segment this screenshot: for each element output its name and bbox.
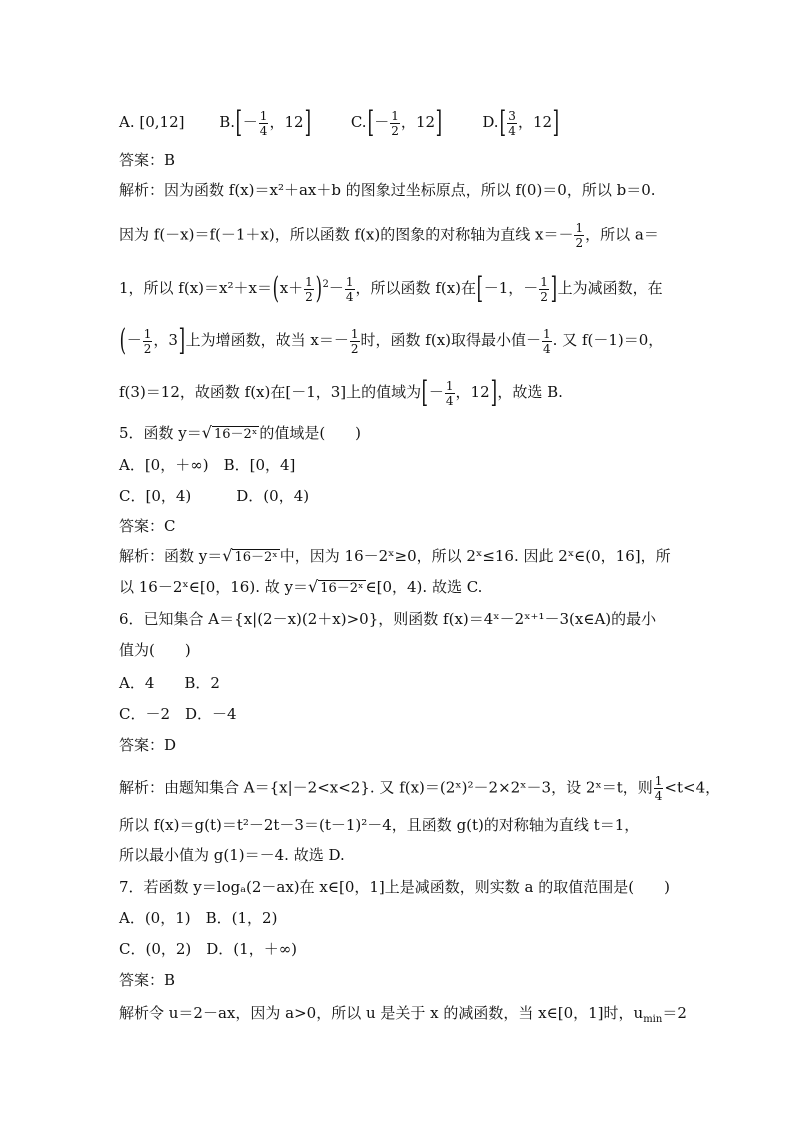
q6-stem-line-1: 6．已知集合 A＝{x|(2－x)(2＋x)>0}，则函数 f(x)＝4ˣ－2ˣ⁺¹－3(x∈A)的最小 xyxy=(119,610,657,628)
q6-solution-line-3: 所以最小值为 g(1)＝－4. 故选 D. xyxy=(119,846,345,864)
q4-options xyxy=(119,105,560,140)
q4-solution-line-3: 1，所以 f(x)＝x²＋x＝(x＋ $\frac{1}{2}$ )$^2$－ $\frac{1}{4}$ ，所以函数 f(x)在[－1，－ $\frac{1}{2}$ ]上为减函数，在 xyxy=(119,271,663,306)
q6-solution-line-2: 所以 f(x)＝g(t)＝t²－2t－3＝(t－1)²－4，且函数 g(t)的对称轴为直线 t＝1， xyxy=(119,816,640,834)
q4-option-b: B.[－ $\frac{1}{4}$ ，12] xyxy=(219,105,311,140)
q4-answer: 答案：B xyxy=(119,151,176,169)
q7-options-cd: C．(0，2) D．(1，＋∞) xyxy=(119,940,298,958)
q7-options-ab: A．(0，1) B．(1，2) xyxy=(119,909,278,927)
q4-solution-line-2: 因为 f(－x)＝f(－1＋x)，所以函数 f(x)的图象的对称轴为直线 x＝－ $\frac{1}{2}$ ，所以 a＝ xyxy=(119,221,659,250)
q6-solution-line-1: 解析：由题知集合 A＝{x|－2<x<2}. 又 f(x)＝(2ˣ)²－2×2ˣ－3，设 2ˣ＝t，则 $\frac{1}{4}$ <t<4， xyxy=(119,774,721,803)
q5-answer: 答案：C xyxy=(119,517,176,535)
q6-answer: 答案：D xyxy=(119,736,177,754)
q5-stem: 5．函数 y＝√ 16－2ˣ 的值域是( ) xyxy=(119,423,362,442)
q4-solution-line-4: (－ $\frac{1}{2}$ ，3]上为增函数，故当 x＝－ $\frac{1}{2}$ 时，函数 f(x)取得最小值－ $\frac{1}{4}$ . 又 f(－1)＝0， xyxy=(119,323,664,358)
q5-options-cd: C．[0，4) D．(0，4) xyxy=(119,487,310,505)
q4-option-c: C.[－ $\frac{1}{2}$ ，12] xyxy=(350,105,443,140)
q7-answer: 答案：B xyxy=(119,971,176,989)
q4-solution-line-1: 解析：因为函数 f(x)＝x²＋ax＋b 的图象过坐标原点，所以 f(0)＝0，所以 b＝0. xyxy=(119,181,656,199)
q5-solution-line-2: 以 16－2ˣ∈[0，16). 故 y＝√ 16－2ˣ ∈[0，4). 故选 C. xyxy=(119,577,483,596)
q6-options-ab: A．4 B．2 xyxy=(119,674,220,692)
q7-solution-line-1: 解析令 u＝2－ax，因为 a>0，所以 u 是关于 x 的减函数，当 x∈[0，1]时，$u_{min}=2$ xyxy=(119,1004,687,1025)
q7-stem: 7．若函数 y＝logₐ(2－ax)在 x∈[0，1]上是减函数，则实数 a 的取值范围是( ) xyxy=(119,878,670,896)
q5-solution-line-1: 解析：函数 y＝√ 16－2ˣ 中，因为 16－2ˣ≥0，所以 2ˣ≤16. 因此 2ˣ∈(0，16]，所 xyxy=(119,546,671,565)
q5-options-ab: A．[0，＋∞) B．[0，4] xyxy=(119,456,296,474)
q4-option-a: A. [0,12] xyxy=(119,113,185,131)
q4-option-d: D.[ $\frac{3}{4}$ ，12] xyxy=(482,105,560,140)
q4-solution-line-5: f(3)＝12，故函数 f(x)在[－1，3]上的值域为[－ $\frac{1}{4}$ ，12]，故选 B. xyxy=(119,375,563,410)
q6-stem-line-2: 值为( ) xyxy=(119,641,191,659)
q6-options-cd: C．－2 D．－4 xyxy=(119,705,237,723)
